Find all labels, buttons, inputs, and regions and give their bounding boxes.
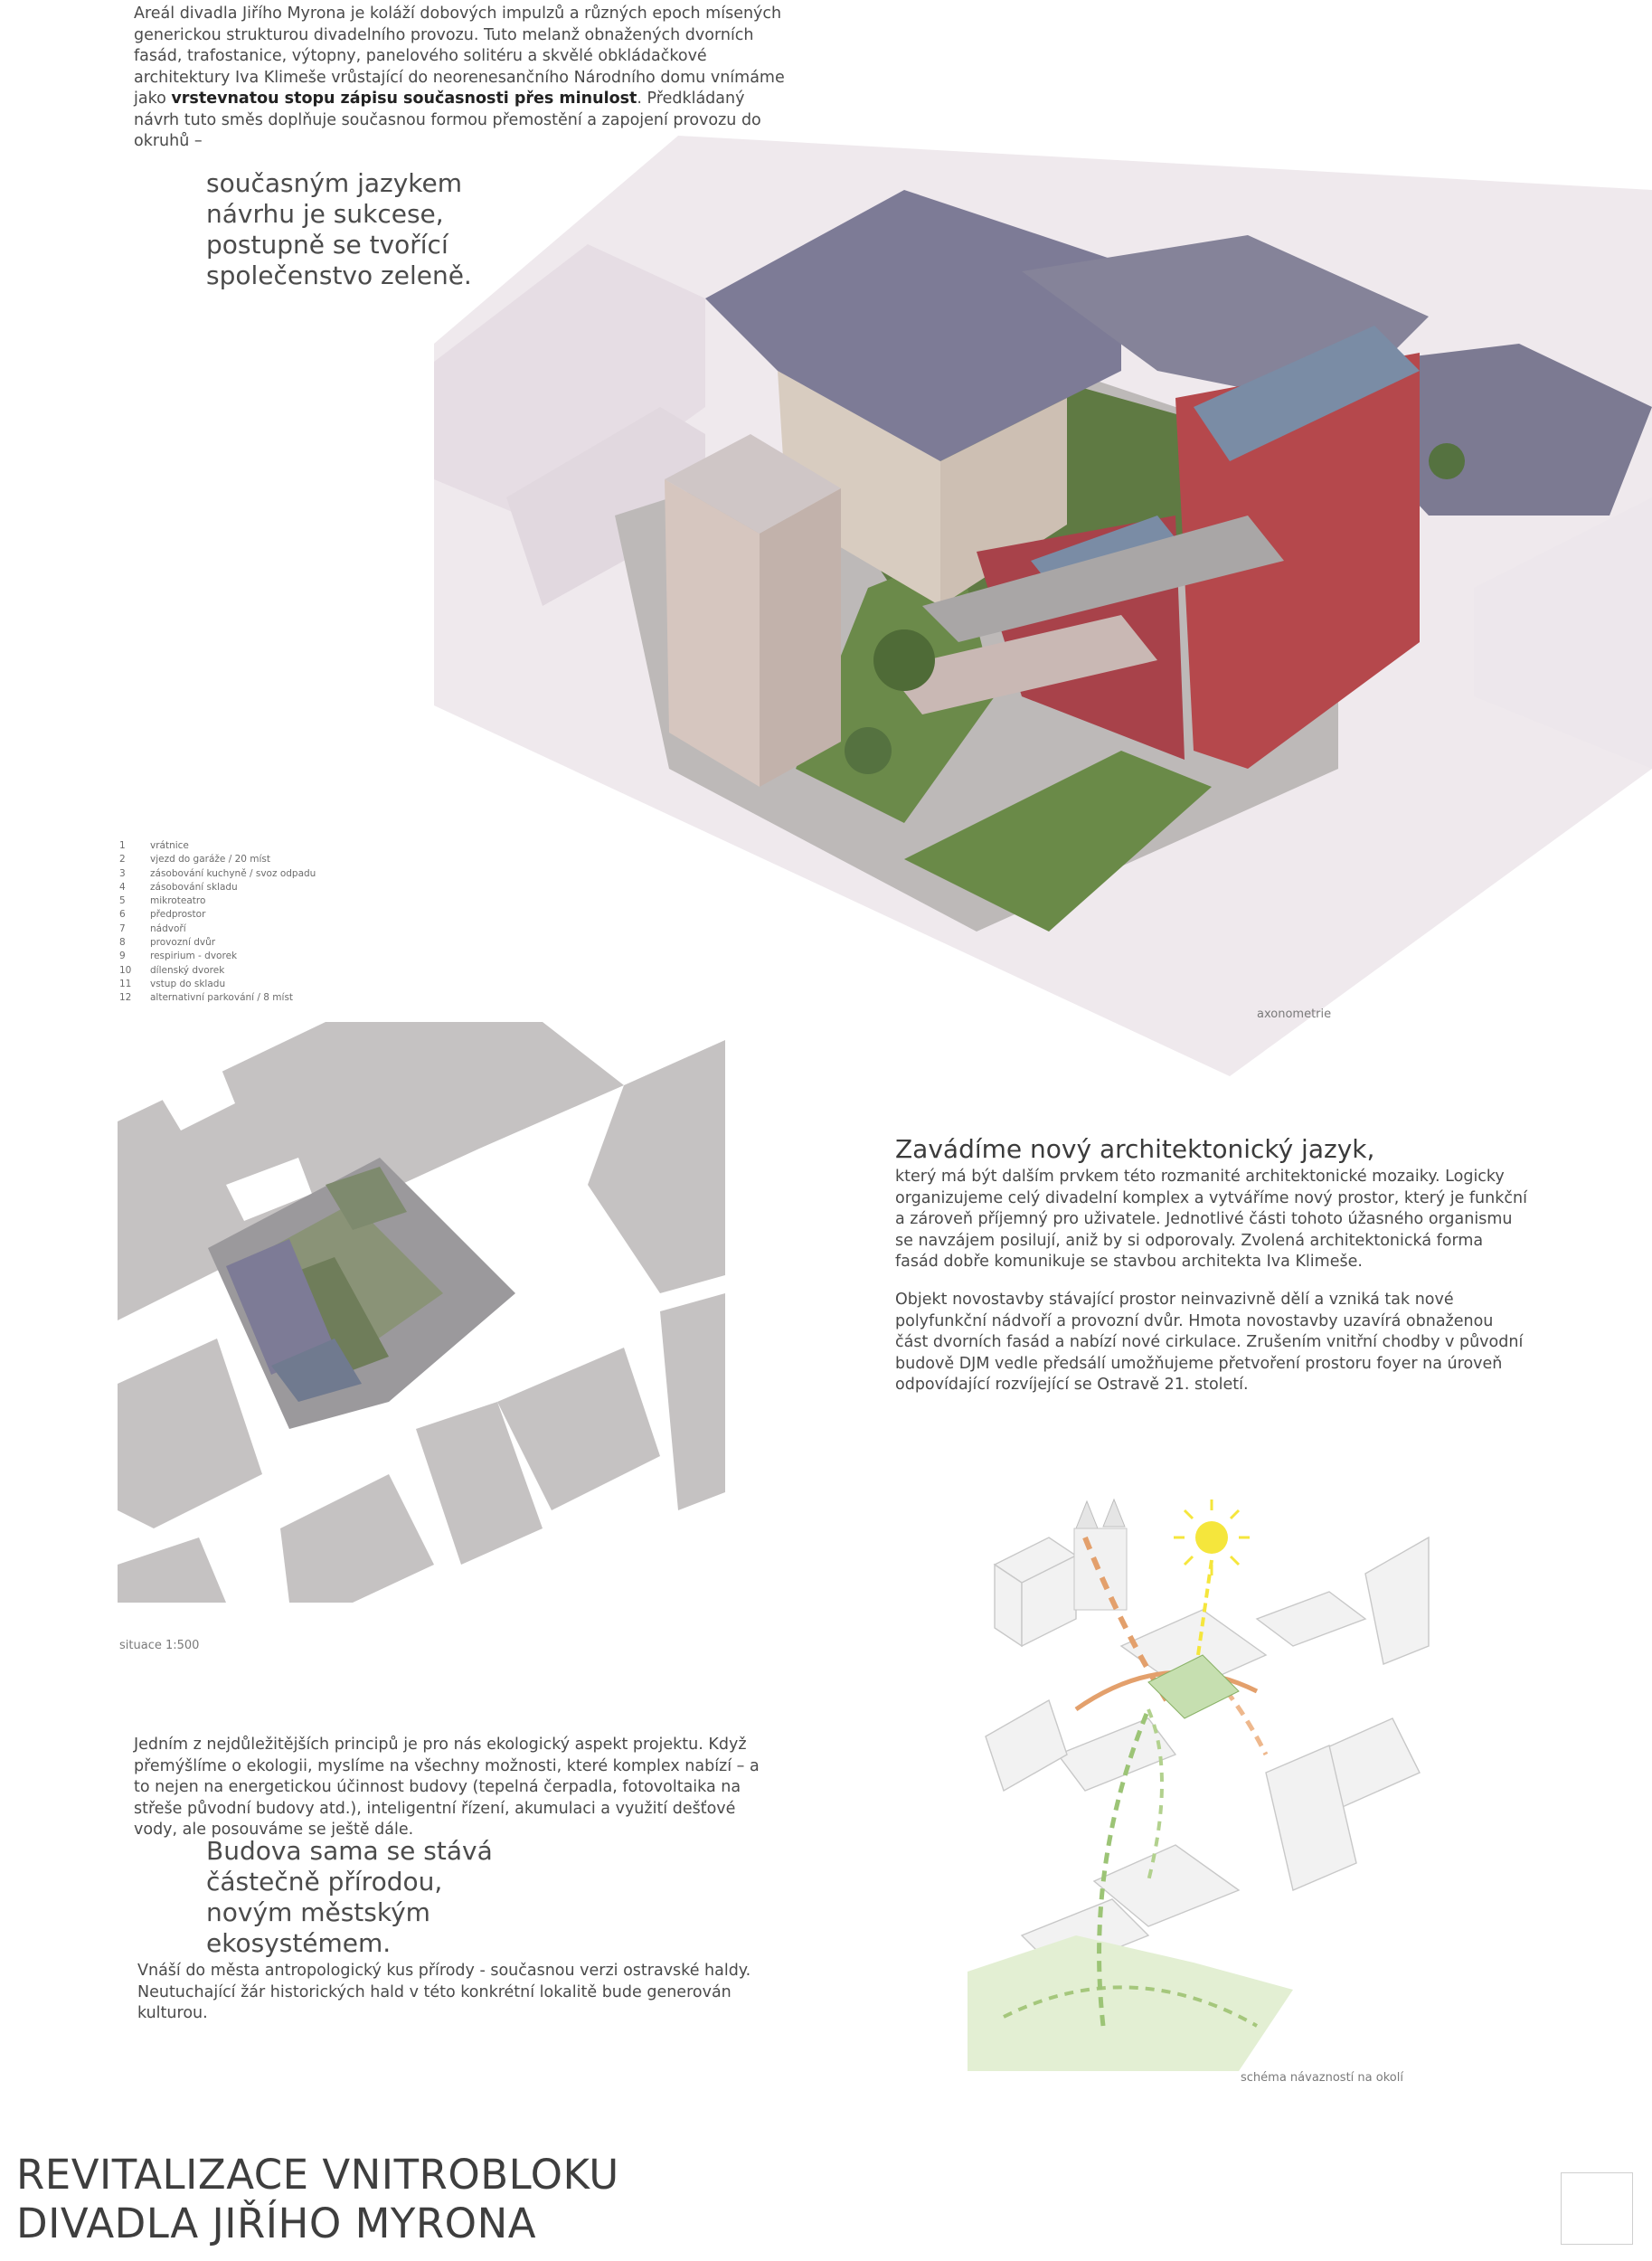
language-paragraph-2: Objekt novostavby stávající prostor neinvazivně dělí a vzniká tak nové polyfunkční nádvoří a provozní dvůr. Hmota novostavby uzavírá obnaženou část dvorních fasád a nabízí nové cirkulace. Zrušením vnitřní chodby v původní budově DJM vedle předsálí umožňujeme přetvoření prostoru foyer na úroveň odpovídající rozvíjející se Ostravě 21. století. — [895, 1291, 1524, 1394]
intro-text-bold: vrstevnatou stopu zápisu současnosti přes minulost — [171, 90, 637, 108]
intro-text-b: . Předkládaný návrh tuto směs doplňuje současnou formou přemostění a zapojení provozu do okruhů – — [134, 90, 761, 150]
ecology-quote: Budova sama se stává částečně přírodou, novým městským ekosystémem. — [206, 1836, 493, 1958]
legend-item-7: 7 nádvoří — [119, 922, 186, 934]
legend-item-1: 1 vrátnice — [119, 840, 189, 851]
ecology-paragraph: Jedním z nejdůležitějších principů je pro nás ekologický aspekt projektu. Když přemýšlíme o ekologii, myslíme na všechny možnosti, které komplex nabízí – a to nejen na energetickou účinnost budovy (tepelná čerpadla, fotovoltaika na střeše původní budovy atd.), inteligentní řízení, akumulaci a využití dešťové vody, ale posouváme se ještě dále. — [134, 1736, 760, 1839]
sun-icon — [1195, 1521, 1228, 1554]
legend-item-10: 10 dílenský dvorek — [119, 964, 225, 976]
legend-item-4: 4 zásobování skladu — [119, 881, 238, 893]
legend-item-5: 5 mikroteatro — [119, 895, 206, 907]
ecology-closing: Vnáší do města antropologický kus přírody - současnou verzi ostravské haldy. Neutuchající žár historických hald v této konkrétní lokalitě bude generován kulturou. — [137, 1962, 751, 2022]
intro-text-a: Areál divadla Jiřího Myrona je koláží dobových impulzů a různých epoch mísených generickou strukturou divadelního provozu. Tuto melanž obnažených dvorních fasád, trafostanice, výtopny, panelového solitéru a skvělé obkládačkové architektury Iva Klimeše vrůstající do neorenesančního Národního domu vnímáme jako — [134, 5, 785, 108]
legend-item-9: 9 respirium - dvorek — [119, 951, 238, 962]
legend-item-6: 6 předprostor — [119, 909, 206, 921]
scheme-illustration — [968, 1483, 1438, 2071]
language-heading: Zavádíme nový architektonický jazyk, — [895, 1134, 1375, 1164]
legend-item-11: 11 vstup do skladu — [119, 978, 226, 989]
quote-top: současným jazykem návrhu je sukcese, postupně se tvořící společenstvo zeleně. — [206, 168, 472, 290]
legend-item-8: 8 provozní dvůr — [119, 937, 216, 949]
language-paragraph-1: který má být dalším prvkem této rozmanité architektonické mozaiky. Logicky organizujeme celý divadelní komplex a vytváříme nový prostor, který je funkční a zároveň příjemný pro uživatele. Jednotlivé části tohoto úžasného organismu se navzájem posilují, aniž by si odporovaly. Zvolená architektonická forma fasád dobře komunikuje se stavbou architekta Iva Klimeše. — [895, 1168, 1527, 1271]
legend-item-2: 2 vjezd do garáže / 20 míst — [119, 854, 270, 866]
caption-site: situace 1:500 — [119, 1639, 200, 1652]
axonometry-image — [434, 136, 1652, 1076]
legend-item-3: 3 zásobování kuchyně / svoz odpadu — [119, 867, 316, 879]
legend-list — [119, 839, 391, 1006]
project-title-line-2: DIVADLA JIŘÍHO MYRONA — [16, 2200, 537, 2247]
project-title-line-1: REVITALIZACE VNITROBLOKU — [16, 2151, 619, 2199]
caption-scheme: schéma návazností na okolí — [1241, 2071, 1403, 2085]
blank-box — [1561, 2172, 1633, 2245]
legend-item-12: 12 alternativní parkování / 8 míst — [119, 992, 294, 1004]
intro-paragraph — [134, 4, 785, 153]
caption-axonometry: axonometrie — [1257, 1008, 1332, 1021]
site-plan — [118, 1022, 725, 1603]
